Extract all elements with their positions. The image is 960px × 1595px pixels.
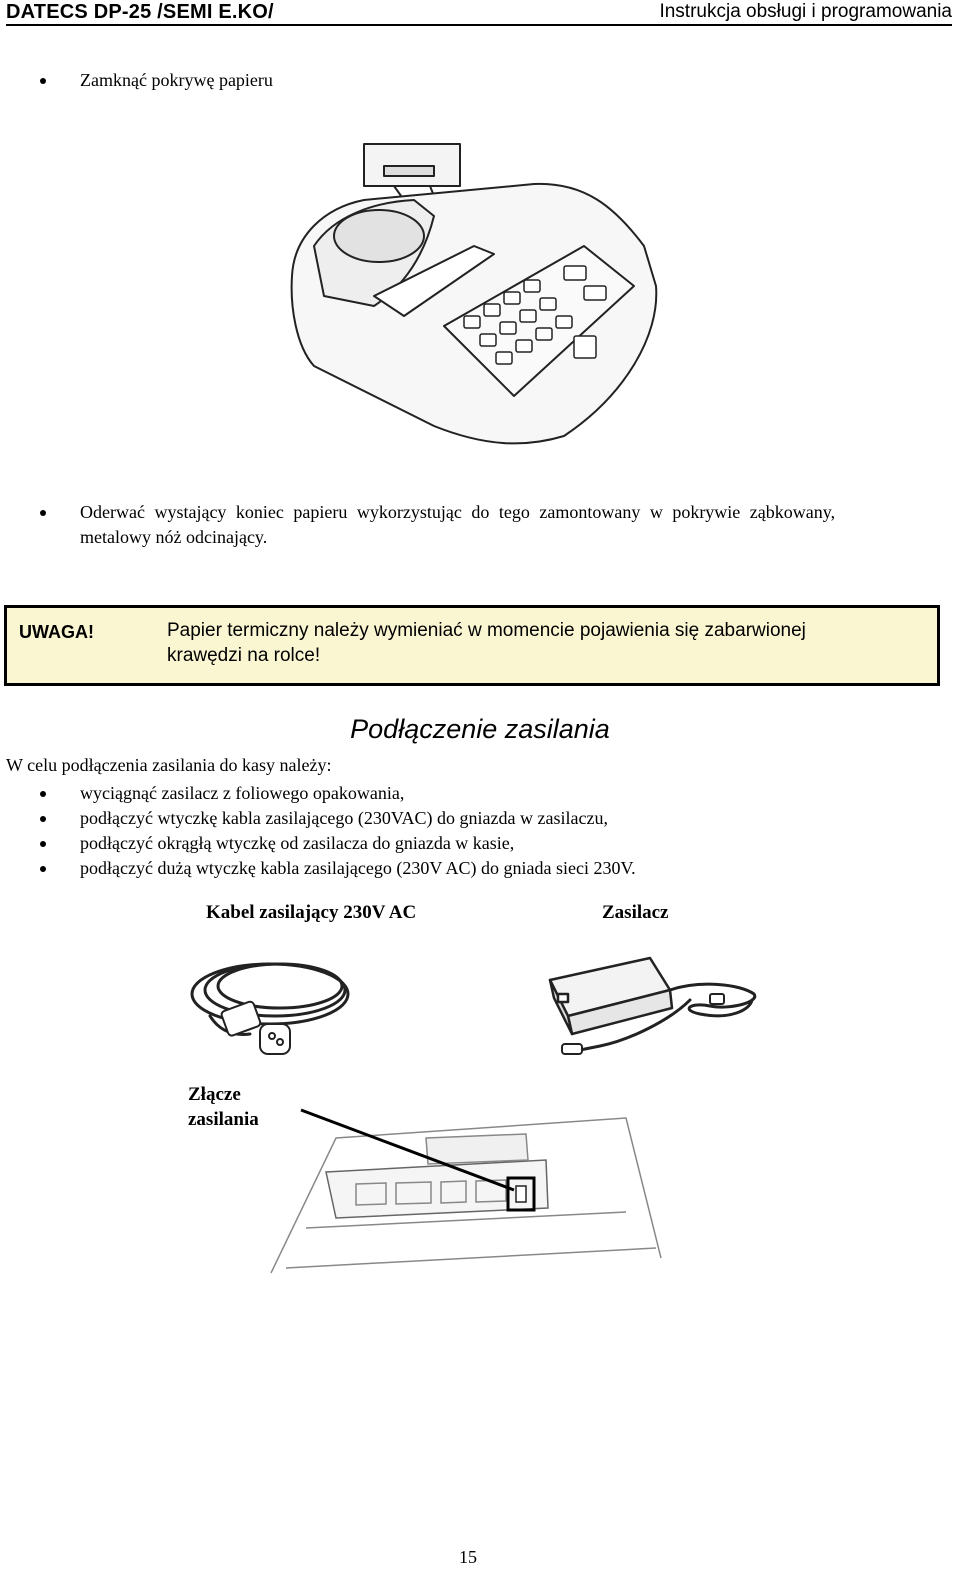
warning-line-2: krawędzi na rolce!: [167, 645, 321, 666]
power-adapter-illustration: [540, 950, 765, 1065]
warning-box: [4, 605, 940, 686]
page-header: [6, 0, 952, 26]
step-close-cover: Zamknąć pokrywę papieru: [80, 70, 273, 90]
step-unpack: wyciągnąć zasilacz z foliowego opakowania,: [80, 783, 405, 803]
list-item: [40, 500, 950, 552]
list-item: [40, 68, 940, 94]
step-tear-paper-cont: metalowy nóż odcinający.: [80, 527, 268, 547]
section-title: Podłączenie zasilania: [350, 714, 610, 744]
list-item: [40, 781, 940, 805]
step-tear-paper: Oderwać wystający koniec papieru wykorzystując do tego zamontowany w pokrywie ząbkowany,: [80, 502, 836, 522]
bullet-icon: [40, 841, 46, 847]
bullet-icon: [40, 866, 46, 872]
power-cable-illustration: [180, 936, 360, 1062]
cable-caption: Kabel zasilający 230V AC: [206, 902, 417, 923]
list-item: [40, 831, 940, 855]
socket-caption-line-1: Złącze: [188, 1084, 241, 1105]
cash-register-illustration: [284, 136, 668, 450]
section-intro: W celu podłączenia zasilania do kasy należy:: [6, 755, 332, 775]
socket-caption-line-2: zasilania: [188, 1109, 259, 1130]
page-number: 15: [459, 1547, 477, 1567]
bullet-icon: [40, 816, 46, 822]
adapter-caption: Zasilacz: [602, 902, 669, 923]
step-connect-cable: podłączyć wtyczkę kabla zasilającego (230VAC) do gniazda w zasilaczu,: [80, 808, 608, 828]
bullet-icon: [40, 791, 46, 797]
bullet-icon: [40, 78, 46, 84]
warning-line-1: Papier termiczny należy wymieniać w momencie pojawienia się zabarwionej: [167, 620, 806, 641]
step-connect-round-plug: podłączyć okrągłą wtyczkę od zasilacza do gniazda w kasie,: [80, 833, 515, 853]
bullet-icon: [40, 510, 46, 516]
list-item: [40, 856, 940, 880]
header-model-title: DATECS DP-25 /SEMI E.KO/: [6, 1, 274, 23]
power-socket-illustration: [186, 1108, 676, 1280]
step-connect-mains: podłączyć dużą wtyczkę kabla zasilającego (230V AC) do gniada sieci 230V.: [80, 858, 636, 878]
warning-label: UWAGA!: [19, 622, 94, 642]
header-manual-title: Instrukcja obsługi i programowania: [659, 1, 952, 22]
warning-message: [167, 618, 927, 668]
list-item: [40, 806, 940, 830]
